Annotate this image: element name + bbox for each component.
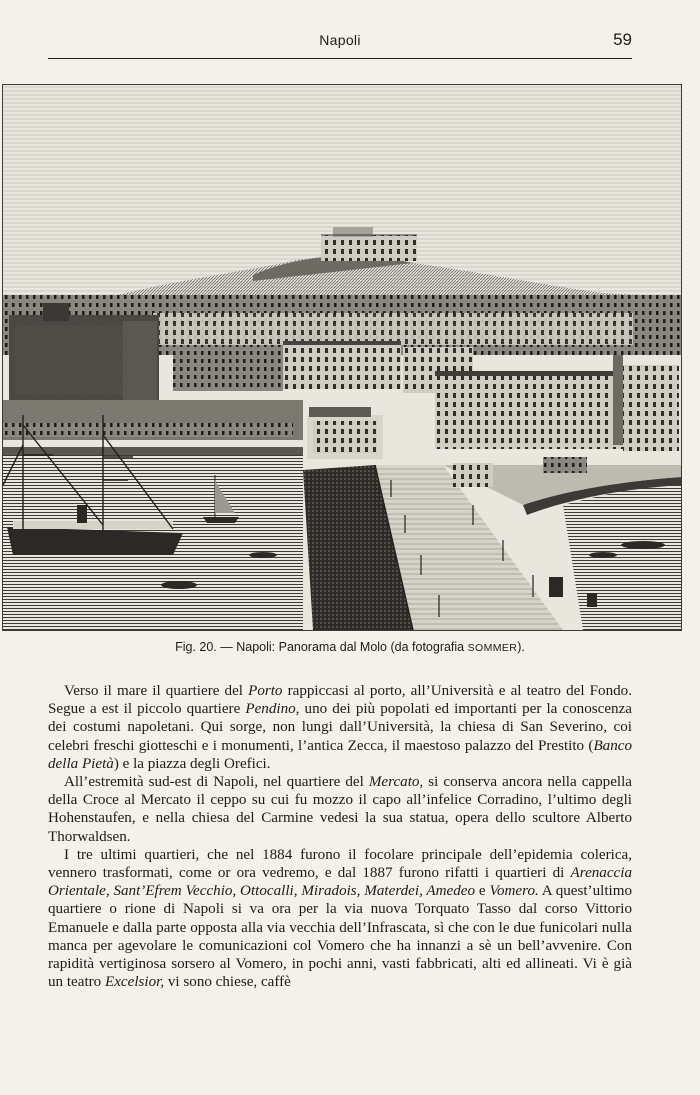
body-text	[48, 682, 632, 991]
text-run: All’estremità sud-est di Napoli, nel quartiere del	[64, 774, 369, 791]
running-header	[48, 30, 632, 54]
caption-label: Fig. 20. — Napoli: Panorama dal Molo (da fotografia	[175, 640, 468, 654]
header-rule	[48, 58, 632, 59]
text-run: rappiccasi al porto, all’Università e al teatro del Fondo. Segue a est il piccolo quartiere	[48, 683, 632, 718]
running-title: Napoli	[319, 32, 361, 48]
text-run: si conserva ancora nella cappella della Croce al Mercato il ceppo su cui fu mozzo il capo all’infelice Corradino, l’ultimo degli Hohenstaufen, e nella chiesa del Carmine vedesi la sua statua, opera dello scultore Alberto Thorwaldsen.	[48, 774, 633, 845]
figure-caption	[0, 640, 700, 654]
italic-run: Pendino,	[245, 701, 300, 718]
italic-run: Banco della Pietà	[48, 737, 632, 772]
page-number: 59	[613, 30, 632, 49]
italic-run: Porto	[248, 683, 283, 699]
paragraph-mercato	[48, 773, 632, 846]
italic-run: Mercato,	[368, 774, 424, 791]
text-run: A quest’ultimo quartiere o rione di Napoli si va ora per la via nuova Torquato Tasso dal corso Vittorio Emanuele e dalla parte opposta alla via vecchia dell’Infrascata, sì che con le due funicolari nulla manca per agevolare le comunicazioni col Vomero che ha innanzi a sè un bell’avvenire. Con rapidità vertiginosa sorsero al Vomero, in pochi anni, vasti fabbricati, alti ed allineati. Vi è già un teatro	[48, 883, 632, 991]
text-run: e	[475, 883, 490, 900]
text-run: vi sono chiese, caffè	[164, 974, 291, 991]
caption-close: ).	[517, 640, 525, 654]
italic-run: Vomero.	[489, 883, 539, 900]
italic-run: Excelsior,	[105, 974, 165, 991]
text-run: ) e la piazza degli Orefici.	[113, 755, 271, 772]
text-run: I tre ultimi quartieri, che nel 1884 furono il focolare principale dell’epidemia colerica, vennero trasformati, come or ora vedremo, e dal 1887 furono rifatti i quartieri di	[48, 846, 632, 882]
text-run: Verso il mare il quartiere del	[64, 683, 249, 699]
engraving-panorama-naples	[2, 84, 682, 631]
paragraph-porto	[48, 682, 632, 773]
caption-credit-rest: OMMER	[475, 642, 518, 654]
paragraph-quartieri	[48, 846, 632, 992]
italic-run: Arenaccia Orientale, Sant’Efrem Vecchio, Ottocalli, Miradois, Materdei, Amedeo	[48, 865, 632, 900]
text-run: uno dei più popolati ed importanti per la conoscenza dei costumi napoletani. Qui sorge, non lungi dall’Università, la chiesa di San Severino, coi celebri freschi giotteschi e i monumenti, l’antica Zecca, il maestoso palazzo del Prestito (	[48, 701, 632, 754]
caption-credit: SOMMER	[467, 642, 518, 654]
